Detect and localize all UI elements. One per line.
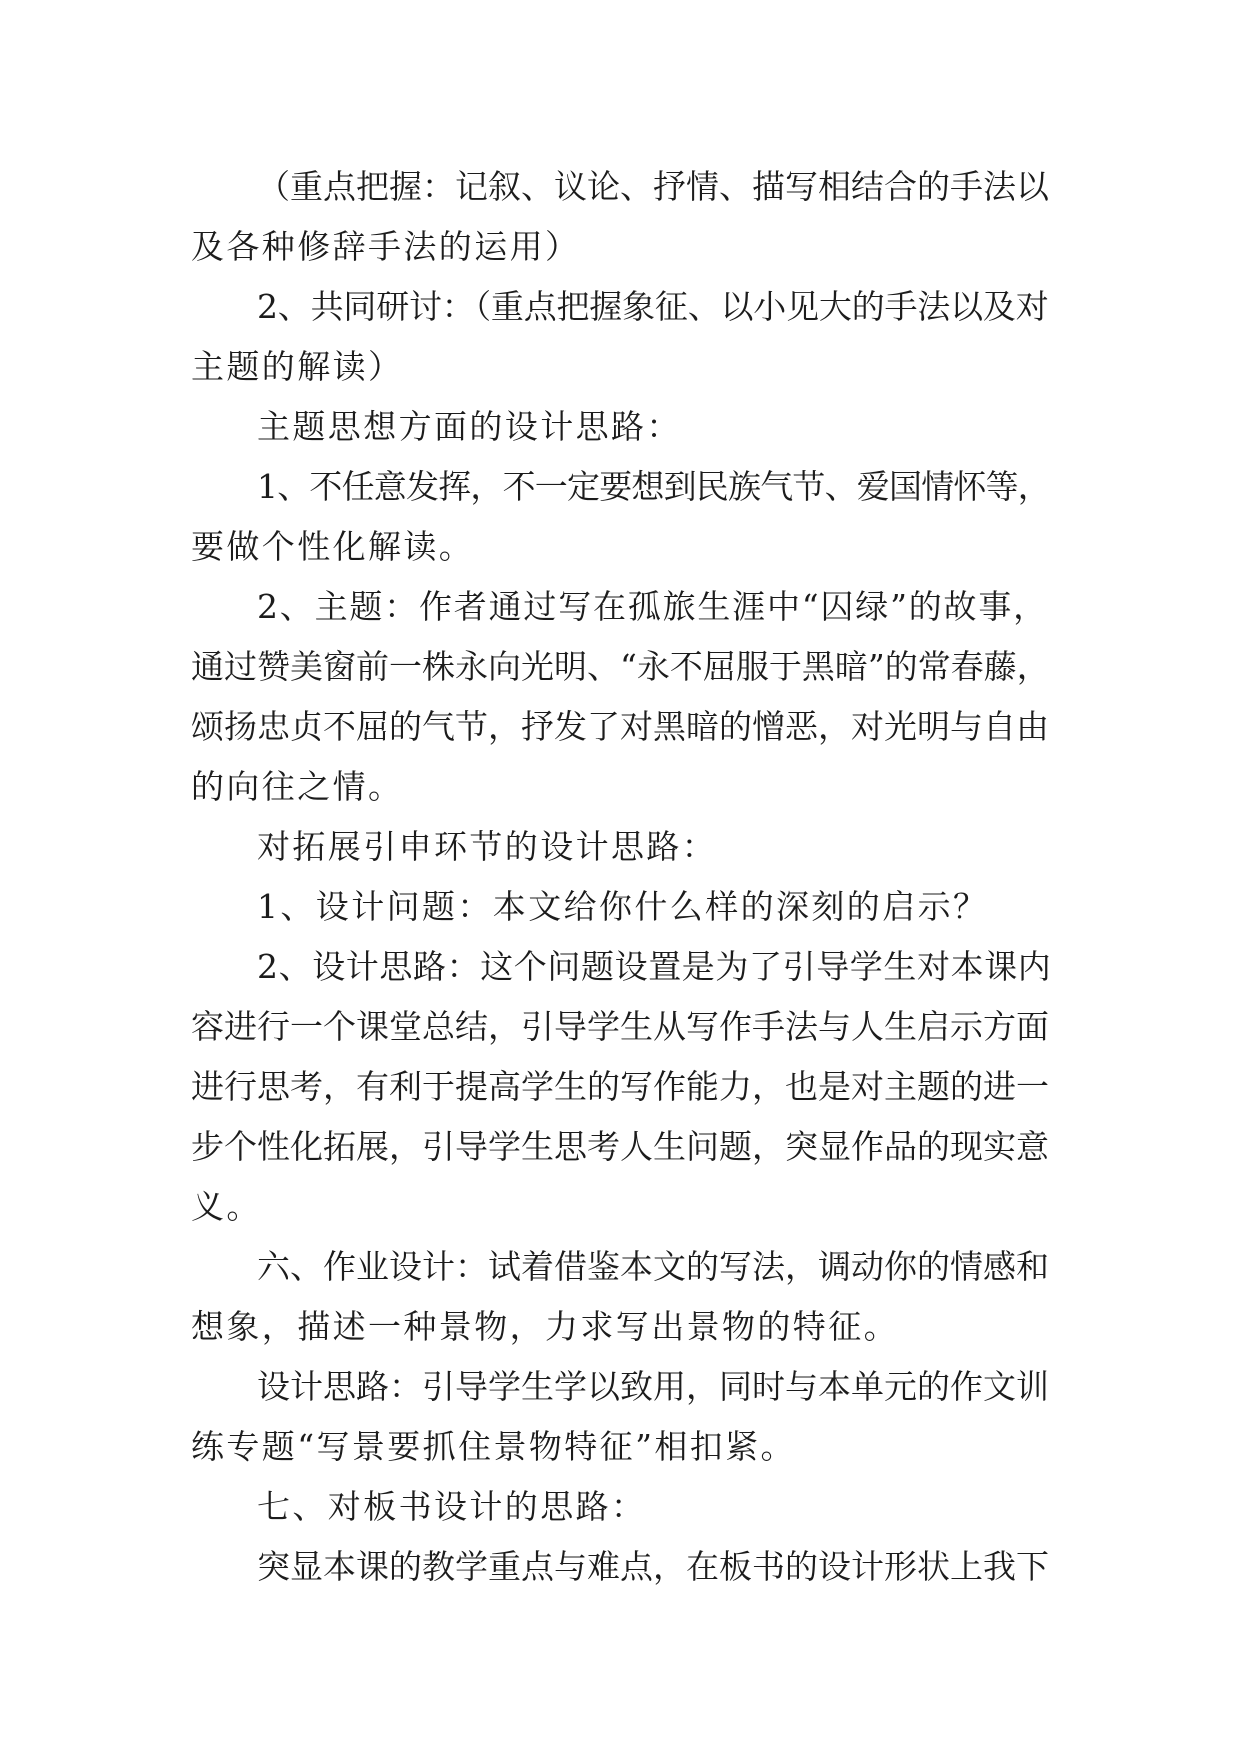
text-line: 的向往之情。 [191, 767, 404, 806]
text-line: 义。 [191, 1187, 262, 1226]
text-line: 想象，描述一种景物，力求写出景物的特征。 [191, 1307, 899, 1346]
text-line: 突显本课的教学重点与难点，在板书的设计形状上我下 [257, 1547, 1049, 1586]
text-line: 颂扬忠贞不屈的气节，抒发了对黑暗的憎恶，对光明与自由 [191, 707, 1049, 746]
text-line: 容进行一个课堂总结，引导学生从写作手法与人生启示方面 [191, 1007, 1049, 1046]
text-line: 2、共同研讨：（重点把握象征、以小见大的手法以及对 [257, 287, 1049, 326]
text-line: 及各种修辞手法的运用） [191, 227, 581, 266]
text-line: 2、设计思路：这个问题设置是为了引导学生对本课内 [257, 947, 1052, 986]
text-line: 2、主题：作者通过写在孤旅生涯中“囚绿”的故事， [257, 587, 1048, 626]
text-line: 步个性化拓展，引导学生思考人生问题，突显作品的现实意 [191, 1127, 1049, 1166]
document-body [191, 157, 1051, 1597]
text-line: 练专题“写景要抓住景物特征”相扣紧。 [191, 1427, 796, 1466]
text-line: 要做个性化解读。 [191, 527, 475, 566]
text-line: 主题的解读） [191, 347, 404, 386]
text-line: 1、不任意发挥，不一定要想到民族气节、爱国情怀等， [257, 467, 1050, 506]
text-line: 设计思路：引导学生学以致用，同时与本单元的作文训 [257, 1367, 1049, 1406]
section-heading: 对拓展引申环节的设计思路： [257, 827, 718, 866]
text-line: 进行思考，有利于提高学生的写作能力，也是对主题的进一 [191, 1067, 1049, 1106]
text-line: 1、设计问题：本文给你什么样的深刻的启示？ [257, 887, 989, 926]
section-heading: 七、对板书设计的思路： [257, 1487, 647, 1526]
text-line: （重点把握：记叙、议论、抒情、描写相结合的手法以 [257, 167, 1049, 206]
section-heading: 主题思想方面的设计思路： [257, 407, 682, 446]
text-line: 六、作业设计：试着借鉴本文的写法，调动你的情感和 [257, 1247, 1049, 1286]
text-line: 通过赞美窗前一株永向光明、“永不屈服于黑暗”的常春藤， [191, 647, 1050, 686]
